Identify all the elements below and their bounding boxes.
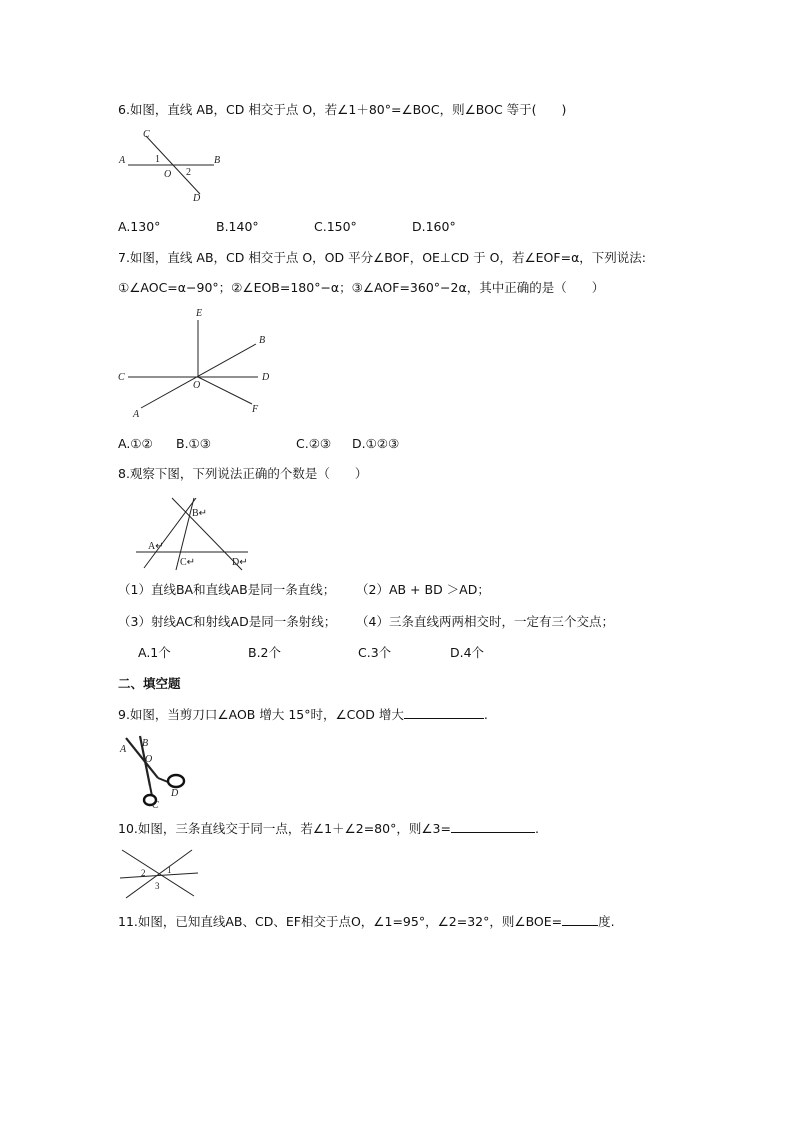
label-a: A: [120, 744, 127, 755]
q8-option-b: B.2个: [248, 645, 282, 660]
q11-stem: 11.如图，已知直线AB、CD、EF相交于点O，∠1=95°，∠2=32°，则∠BOE=: [118, 914, 563, 929]
q10-stem: 10.如图，三条直线交于同一点，若∠1＋∠2=80°，则∠3=: [118, 821, 451, 836]
label-f: F: [252, 404, 259, 415]
q9-figure-scissors: [116, 734, 190, 810]
label-b: B: [142, 738, 149, 749]
q8-figure: [132, 494, 256, 572]
label-angle2: 2: [141, 868, 146, 878]
q9-answer-blank[interactable]: [404, 717, 484, 719]
q8-statement-3: （3）射线AC和射线AD是同一条射线；: [118, 614, 337, 629]
q8-stem: 8.观察下图，下列说法正确的个数是（ ）: [118, 466, 368, 481]
label-o: O: [164, 169, 172, 180]
label-b: B: [214, 155, 221, 166]
label-d: D: [171, 788, 179, 799]
q10-figure: [116, 846, 200, 904]
q9-line: [118, 707, 488, 723]
q6-option-d: D.160°: [412, 219, 456, 234]
label-c: C: [118, 372, 125, 383]
label-a: A: [119, 155, 126, 166]
scissor-handle-d: [168, 775, 184, 787]
q11-line: [118, 914, 615, 930]
q7-statements: ①∠AOC=α−90°；②∠EOB=180°−α；③∠AOF=360°−2α，其中正确的是（ ）: [118, 280, 605, 295]
q7-figure: [116, 306, 286, 424]
q8-option-a: A.1个: [138, 645, 171, 660]
q8-option-c: C.3个: [358, 645, 392, 660]
q7-option-b: B.①③: [176, 436, 211, 451]
label-b: B↵: [192, 508, 208, 519]
label-d: D: [262, 372, 270, 383]
q7-option-a: A.①②: [118, 436, 153, 451]
label-a: A: [133, 409, 140, 420]
label-angle1: 1: [155, 154, 160, 165]
label-b: B: [259, 335, 266, 346]
q9-stem: 9.如图，当剪刀口∠AOB 增大 15°时，∠COD 增大: [118, 707, 404, 722]
label-o: O: [145, 754, 153, 765]
ray-of: [198, 377, 252, 404]
q11-answer-blank[interactable]: [562, 924, 598, 926]
q8-statement-1: （1）直线BA和直线AB是同一条直线；: [118, 582, 336, 597]
q7-stem: 7.如图，直线 AB，CD 相交于点 O，OD 平分∠BOF，OE⊥CD 于 O，若∠EOF=α，下列说法:: [118, 250, 647, 265]
q6-figure: [116, 128, 226, 204]
q6-option-a: A.130°: [118, 219, 161, 234]
label-o: O: [193, 380, 201, 391]
section-title-fill-in: 二、填空题: [118, 676, 181, 691]
q6-option-b: B.140°: [216, 219, 259, 234]
label-e: E: [196, 308, 203, 319]
label-c: C↵: [180, 557, 196, 568]
q10-line: [118, 821, 539, 837]
label-angle3: 3: [155, 881, 160, 891]
q8-statement-2: （2）AB + BD ＞AD；: [356, 582, 490, 597]
q7-option-d: D.①②③: [352, 436, 400, 451]
q10-end: .: [534, 821, 539, 836]
q11-end: 度.: [598, 914, 615, 929]
label-angle2: 2: [186, 167, 191, 178]
q6-option-c: C.150°: [314, 219, 357, 234]
q7-option-c: C.②③: [296, 436, 332, 451]
q10-answer-blank[interactable]: [451, 831, 535, 833]
label-c: C: [143, 129, 150, 140]
q9-end: .: [483, 707, 488, 722]
q6-stem: 6.如图，直线 AB，CD 相交于点 O，若∠1＋80°=∠BOC，则∠BOC 等于( ): [118, 102, 567, 117]
scissor-handle-d-arm: [158, 778, 168, 782]
q8-statement-4: （4）三条直线两两相交时，一定有三个交点；: [356, 614, 614, 629]
label-a: A↵: [148, 541, 164, 552]
label-d: D: [193, 193, 201, 204]
q8-option-d: D.4个: [450, 645, 485, 660]
label-d: D↵: [232, 557, 248, 568]
label-angle1: 1: [167, 865, 172, 875]
label-c: C: [152, 800, 159, 810]
